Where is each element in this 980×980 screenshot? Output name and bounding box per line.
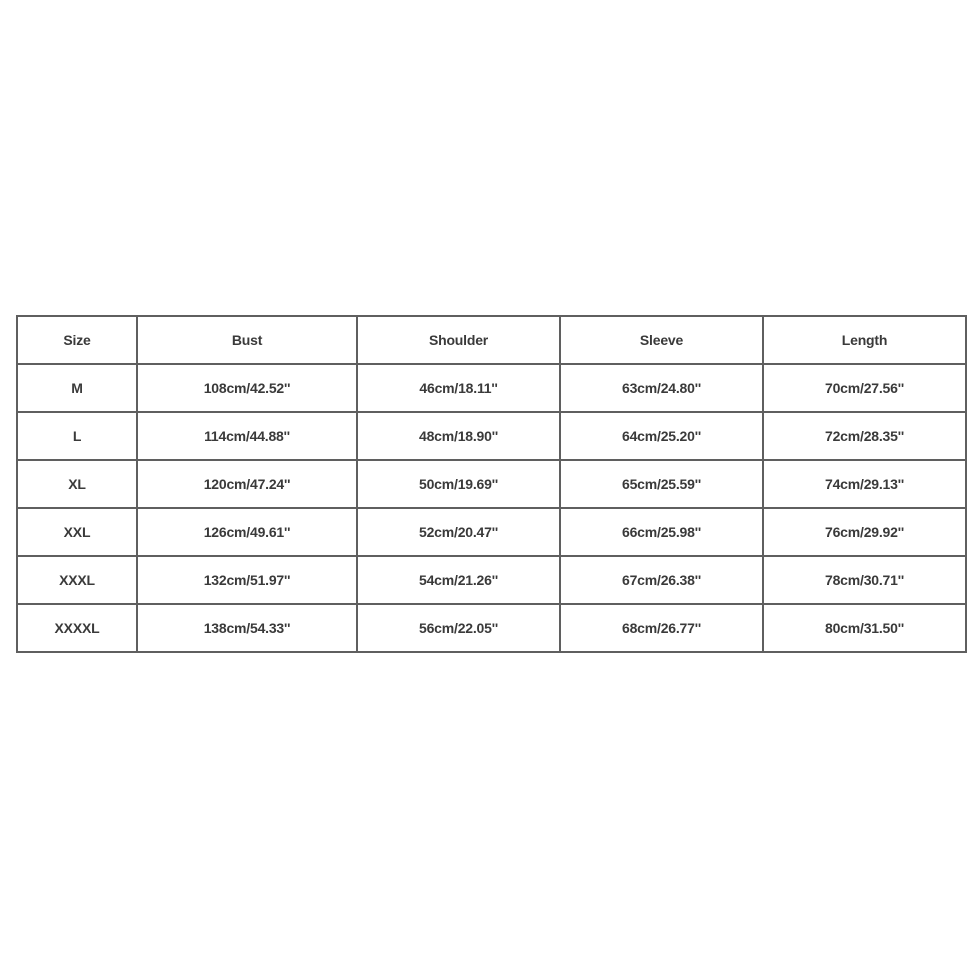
cell-size: XXXXL <box>17 604 137 652</box>
cell-shoulder: 56cm/22.05'' <box>357 604 560 652</box>
size-chart-table <box>16 315 967 653</box>
cell-sleeve: 66cm/25.98'' <box>560 508 763 556</box>
cell-shoulder: 46cm/18.11'' <box>357 364 560 412</box>
cell-length: 76cm/29.92'' <box>763 508 966 556</box>
cell-sleeve: 63cm/24.80'' <box>560 364 763 412</box>
table-row <box>17 556 966 604</box>
cell-bust: 108cm/42.52'' <box>137 364 357 412</box>
cell-shoulder: 48cm/18.90'' <box>357 412 560 460</box>
cell-length: 72cm/28.35'' <box>763 412 966 460</box>
cell-sleeve: 67cm/26.38'' <box>560 556 763 604</box>
table-row <box>17 460 966 508</box>
table-row <box>17 412 966 460</box>
table-row <box>17 364 966 412</box>
cell-size: M <box>17 364 137 412</box>
cell-size: XXXL <box>17 556 137 604</box>
size-chart-body <box>17 364 966 652</box>
cell-bust: 114cm/44.88'' <box>137 412 357 460</box>
header-bust: Bust <box>137 316 357 364</box>
cell-size: L <box>17 412 137 460</box>
header-sleeve: Sleeve <box>560 316 763 364</box>
table-row <box>17 508 966 556</box>
cell-sleeve: 65cm/25.59'' <box>560 460 763 508</box>
cell-length: 80cm/31.50'' <box>763 604 966 652</box>
cell-shoulder: 52cm/20.47'' <box>357 508 560 556</box>
cell-length: 70cm/27.56'' <box>763 364 966 412</box>
cell-bust: 126cm/49.61'' <box>137 508 357 556</box>
cell-length: 74cm/29.13'' <box>763 460 966 508</box>
cell-shoulder: 50cm/19.69'' <box>357 460 560 508</box>
cell-bust: 120cm/47.24'' <box>137 460 357 508</box>
cell-sleeve: 68cm/26.77'' <box>560 604 763 652</box>
size-chart-header <box>17 316 966 364</box>
table-row <box>17 604 966 652</box>
header-row <box>17 316 966 364</box>
header-length: Length <box>763 316 966 364</box>
cell-sleeve: 64cm/25.20'' <box>560 412 763 460</box>
cell-size: XL <box>17 460 137 508</box>
cell-length: 78cm/30.71'' <box>763 556 966 604</box>
cell-size: XXL <box>17 508 137 556</box>
cell-bust: 138cm/54.33'' <box>137 604 357 652</box>
cell-bust: 132cm/51.97'' <box>137 556 357 604</box>
cell-shoulder: 54cm/21.26'' <box>357 556 560 604</box>
header-shoulder: Shoulder <box>357 316 560 364</box>
header-size: Size <box>17 316 137 364</box>
